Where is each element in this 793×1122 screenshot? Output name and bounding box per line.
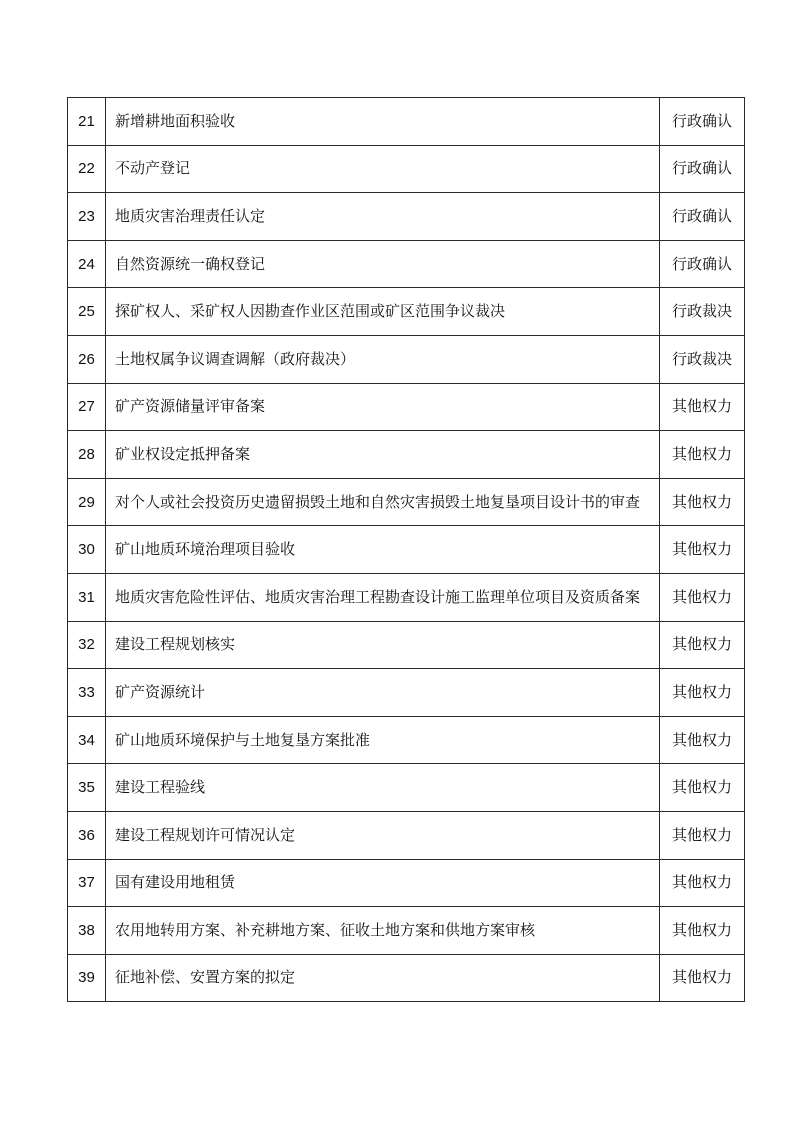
- item-name-cell: 建设工程规划许可情况认定: [106, 811, 660, 859]
- item-name-cell: 矿产资源储量评审备案: [106, 383, 660, 431]
- row-number-cell: 37: [68, 859, 106, 907]
- power-type-cell: 其他权力: [660, 954, 745, 1002]
- row-number-cell: 29: [68, 478, 106, 526]
- power-type-cell: 其他权力: [660, 669, 745, 717]
- table-row: [68, 193, 745, 241]
- item-name-cell: 建设工程验线: [106, 764, 660, 812]
- row-number-cell: 24: [68, 240, 106, 288]
- power-list-table: [67, 97, 745, 1002]
- item-name-cell: 矿山地质环境治理项目验收: [106, 526, 660, 574]
- table-row: [68, 526, 745, 574]
- power-type-cell: 其他权力: [660, 811, 745, 859]
- power-type-cell: 其他权力: [660, 526, 745, 574]
- power-type-cell: 行政裁决: [660, 288, 745, 336]
- row-number-cell: 31: [68, 573, 106, 621]
- item-name-cell: 建设工程规划核实: [106, 621, 660, 669]
- item-name-cell: 土地权属争议调查调解（政府裁决）: [106, 335, 660, 383]
- item-name-cell: 新增耕地面积验收: [106, 98, 660, 146]
- item-name-cell: 矿产资源统计: [106, 669, 660, 717]
- row-number-cell: 38: [68, 907, 106, 955]
- row-number-cell: 39: [68, 954, 106, 1002]
- power-type-cell: 其他权力: [660, 383, 745, 431]
- row-number-cell: 23: [68, 193, 106, 241]
- power-type-cell: 行政裁决: [660, 335, 745, 383]
- item-name-cell: 地质灾害治理责任认定: [106, 193, 660, 241]
- power-type-cell: 其他权力: [660, 478, 745, 526]
- item-name-cell: 不动产登记: [106, 145, 660, 193]
- power-type-cell: 其他权力: [660, 907, 745, 955]
- row-number-cell: 32: [68, 621, 106, 669]
- table-row: [68, 478, 745, 526]
- table-row: [68, 621, 745, 669]
- item-name-cell: 矿业权设定抵押备案: [106, 431, 660, 479]
- item-name-cell: 征地补偿、安置方案的拟定: [106, 954, 660, 1002]
- item-name-cell: 探矿权人、采矿权人因勘查作业区范围或矿区范围争议裁决: [106, 288, 660, 336]
- row-number-cell: 27: [68, 383, 106, 431]
- row-number-cell: 33: [68, 669, 106, 717]
- table-row: [68, 764, 745, 812]
- row-number-cell: 22: [68, 145, 106, 193]
- item-name-cell: 农用地转用方案、补充耕地方案、征收土地方案和供地方案审核: [106, 907, 660, 955]
- row-number-cell: 28: [68, 431, 106, 479]
- table-row: [68, 383, 745, 431]
- item-name-cell: 对个人或社会投资历史遗留损毁土地和自然灾害损毁土地复垦项目设计书的审查: [106, 478, 660, 526]
- table-row: [68, 907, 745, 955]
- row-number-cell: 26: [68, 335, 106, 383]
- item-name-cell: 自然资源统一确权登记: [106, 240, 660, 288]
- table-row: [68, 288, 745, 336]
- row-number-cell: 34: [68, 716, 106, 764]
- row-number-cell: 36: [68, 811, 106, 859]
- power-type-cell: 其他权力: [660, 859, 745, 907]
- power-type-cell: 其他权力: [660, 716, 745, 764]
- table-row: [68, 573, 745, 621]
- table-row: [68, 954, 745, 1002]
- table-row: [68, 335, 745, 383]
- power-type-cell: 行政确认: [660, 193, 745, 241]
- table-row: [68, 669, 745, 717]
- row-number-cell: 35: [68, 764, 106, 812]
- power-type-cell: 其他权力: [660, 621, 745, 669]
- power-type-cell: 其他权力: [660, 431, 745, 479]
- table-row: [68, 859, 745, 907]
- power-type-cell: 其他权力: [660, 764, 745, 812]
- table-row: [68, 240, 745, 288]
- row-number-cell: 25: [68, 288, 106, 336]
- table-row: [68, 811, 745, 859]
- item-name-cell: 矿山地质环境保护与土地复垦方案批准: [106, 716, 660, 764]
- row-number-cell: 21: [68, 98, 106, 146]
- table-row: [68, 98, 745, 146]
- power-type-cell: 行政确认: [660, 98, 745, 146]
- table-row: [68, 145, 745, 193]
- table-body: [68, 98, 745, 1002]
- table-row: [68, 431, 745, 479]
- power-type-cell: 其他权力: [660, 573, 745, 621]
- row-number-cell: 30: [68, 526, 106, 574]
- power-type-cell: 行政确认: [660, 145, 745, 193]
- item-name-cell: 国有建设用地租赁: [106, 859, 660, 907]
- power-type-cell: 行政确认: [660, 240, 745, 288]
- table-row: [68, 716, 745, 764]
- item-name-cell: 地质灾害危险性评估、地质灾害治理工程勘查设计施工监理单位项目及资质备案: [106, 573, 660, 621]
